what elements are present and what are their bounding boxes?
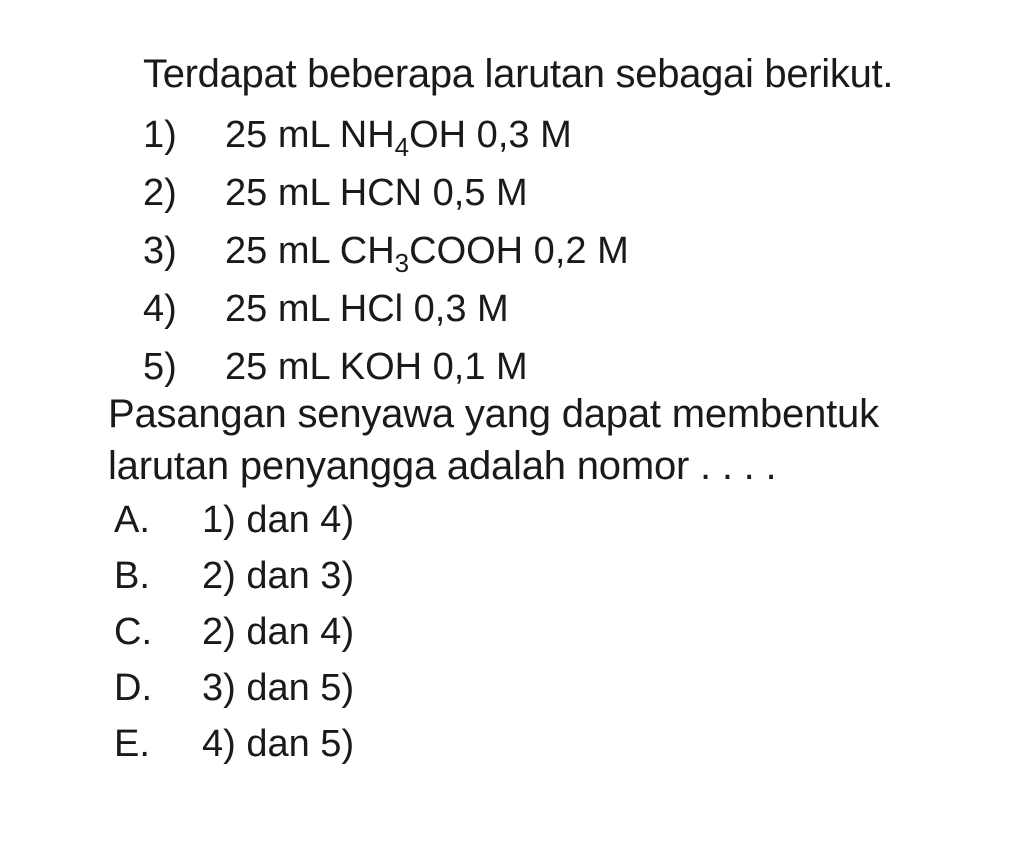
solution-text: [225, 288, 509, 331]
question-text: Pasangan senyawa yang dapat membentuk larutan penyangga adalah nomor . . . .: [108, 392, 879, 488]
solution-subscript: 3: [394, 247, 410, 278]
option-b[interactable]: [114, 548, 354, 604]
solution-subscript: 4: [394, 131, 410, 162]
option-letter: B.: [114, 554, 150, 597]
option-d[interactable]: [114, 660, 354, 716]
solution-text-pre: 25 mL CH: [225, 229, 395, 272]
solution-number: 1): [143, 113, 177, 156]
solution-text-post: COOH 0,2 M: [409, 229, 629, 272]
option-c[interactable]: [114, 604, 354, 660]
solution-item-2: [143, 164, 629, 222]
solution-text-pre: 25 mL NH: [225, 113, 395, 156]
solution-text: [225, 346, 528, 389]
solution-text: [225, 172, 528, 215]
option-text: 2) dan 4): [202, 610, 355, 653]
solution-item-3: [143, 222, 629, 280]
solution-text: [225, 113, 572, 162]
solution-text: [225, 229, 629, 278]
solution-item-1: [143, 106, 629, 164]
option-text: 3) dan 5): [202, 666, 355, 709]
solution-item-4: [143, 280, 629, 338]
solution-number: 2): [143, 171, 177, 214]
solution-text-pre: 25 mL KOH 0,1 M: [225, 345, 528, 388]
solution-number: 5): [143, 345, 177, 388]
solution-text-pre: 25 mL HCN 0,5 M: [225, 171, 528, 214]
option-letter: A.: [114, 498, 150, 541]
solution-text-post: OH 0,3 M: [409, 113, 572, 156]
option-e[interactable]: [114, 716, 354, 772]
answer-options: [114, 492, 354, 772]
option-a[interactable]: [114, 492, 354, 548]
intro-text: Terdapat beberapa larutan sebagai berikut.: [143, 52, 894, 96]
solution-text-pre: 25 mL HCl 0,3 M: [225, 287, 509, 330]
solution-number: 3): [143, 229, 177, 272]
option-letter: D.: [114, 666, 152, 709]
option-text: 4) dan 5): [202, 722, 355, 765]
option-letter: C.: [114, 610, 152, 653]
option-text: 2) dan 3): [202, 554, 355, 597]
solution-number: 4): [143, 287, 177, 330]
option-letter: E.: [114, 722, 150, 765]
option-text: 1) dan 4): [202, 498, 355, 541]
solution-list: [143, 106, 629, 396]
